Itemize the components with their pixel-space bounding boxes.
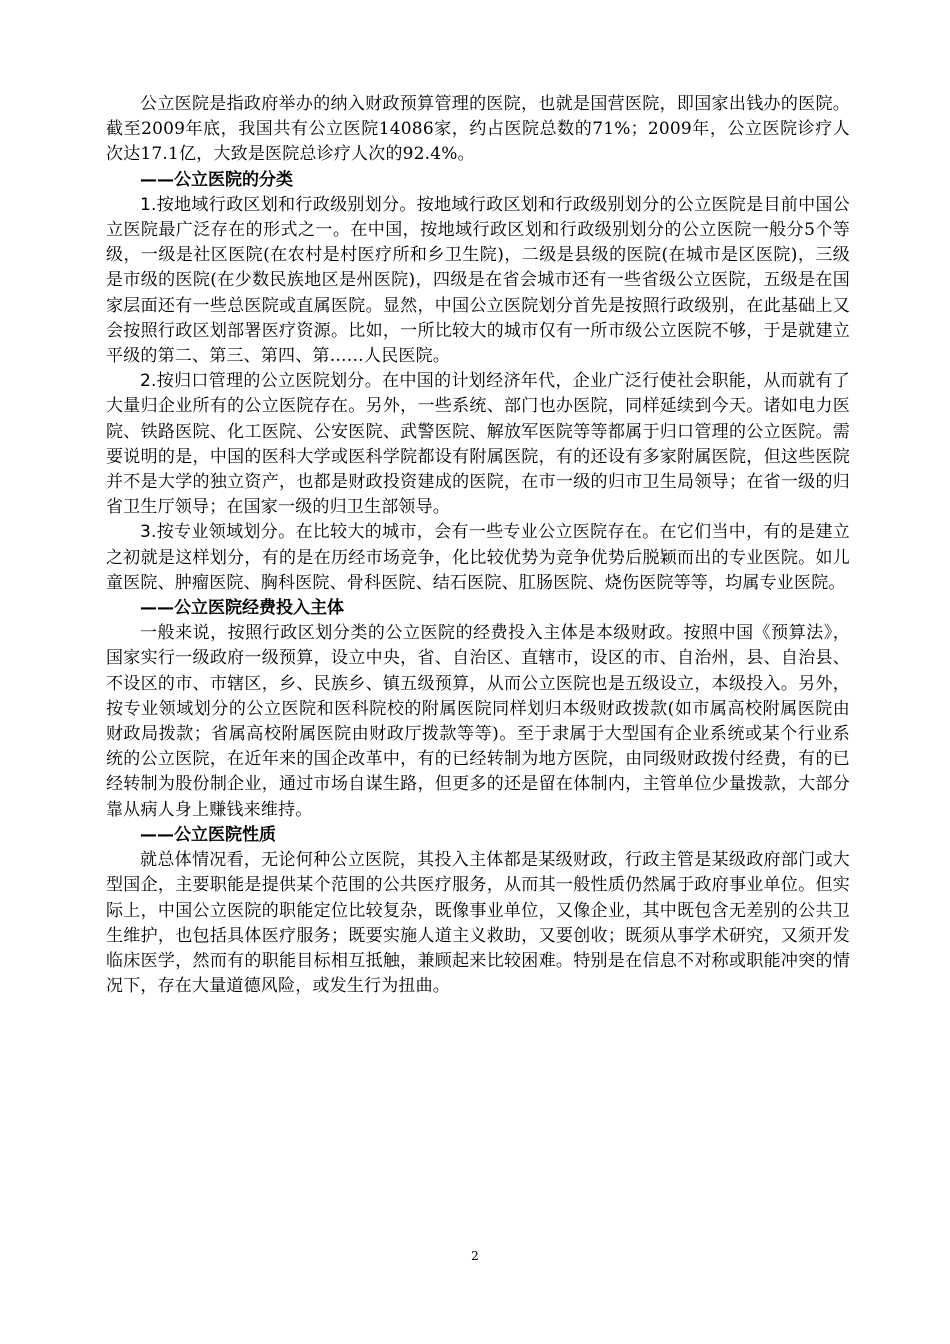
item-2-lead: 2.按归口管理的公立医院划分。 (140, 371, 383, 392)
classification-item-1 (106, 193, 850, 369)
classification-item-2 (106, 369, 850, 520)
document-body (106, 92, 850, 999)
page-number: 2 (471, 1249, 479, 1263)
item-1-lead: 1.按地域行政区划和行政级别划分。 (140, 194, 417, 215)
section-heading-funding: ——公立医院经费投入主体 (140, 598, 344, 619)
item-2-text: 在中国的计划经济年代，企业广泛行使社会职能，从而就有了大量归企业所有的公立医院存在。另外，一些系统、部门也办医院，同样延续到今天。诸如电力医院、铁路医院、化工医院、公安医院、武警医院、解放军医院等等都属于归口管理的公立医院。需要说明的是，中国的医科大学或医科学院都设有附属医院，有的还设有多家附属医院，但这些医院并不是大学的独立资产，也都是财政投资建成的医院，在市一级的归市卫生局领导；在省一级的归省卫生厅领导；在国家一级的归卫生部领导。 (106, 371, 850, 518)
section-heading-classification: ——公立医院的分类 (140, 169, 293, 190)
classification-item-3 (106, 520, 850, 596)
item-1-text: 按地域行政区划和行政级别划分的公立医院是目前中国公立医院最广泛存在的形式之一。在中国，按地域行政区划和行政级别划分的公立医院一般分5个等级，一级是社区医院(在农村是村医疗所和乡卫生院)，二级是县级的医院(在城市是区医院)，三级是市级的医院(在少数民族地区是州医院)，四级是在省会城市还有一些省级公立医院，五级是在国家层面还有一些总医院或直属医院。显然，中国公立医院划分首先是按照行政级别，在此基础上又会按照行政区划部署医疗资源。比如，一所比较大的城市仅有一所市级公立医院不够，于是就建立平级的第二、第三、第四、第……人民医院。 (106, 194, 851, 367)
nature-paragraph: 就总体情况看，无论何种公立医院，其投入主体都是某级财政，行政主管是某级政府部门或大型国企，主要职能是提供某个范围的公共医疗服务，从而其一般性质仍然属于政府事业单位。但实际上，中国公立医院的职能定位比较复杂，既像事业单位，又像企业，其中既包含无差别的公共卫生维护，也包括具体医疗服务；既要实施人道主义救助，又要创收；既须从事学术研究，又须开发临床医学，然而有的职能目标相互抵触，兼顾起来比较困难。特别是在信息不对称或职能冲突的情况下，存在大量道德风险，或发生行为扭曲。 (106, 850, 850, 997)
section-heading-nature: ——公立医院性质 (140, 824, 276, 845)
item-3-text: 在比较大的城市，会有一些专业公立医院存在。在它们当中，有的是建立之初就是这样划分，有的是在历经市场竞争，化比较优势为竞争优势后脱颖而出的专业医院。如儿童医院、肿瘤医院、胸科医院、骨科医院、结石医院、肛肠医院、烧伤医院等等，均属专业医院。 (106, 522, 850, 593)
item-3-lead: 3.按专业领域划分。 (140, 522, 296, 543)
funding-paragraph: 一般来说，按照行政区划分类的公立医院的经费投入主体是本级财政。按照中国《预算法》，国家实行一级政府一级预算，设立中央，省、自治区、直辖市，设区的市、自治州，县、自治县、不设区的市、市辖区，乡、民族乡、镇五级预算，从而公立医院也是五级设立，本级投入。另外，按专业领域划分的公立医院和医科院校的附属医院同样划归本级财政拨款(如市属高校附属医院由财政局拨款；省属高校附属医院由财政厅拨款等等)。至于隶属于大型国有企业系统或某个行业系统的公立医院，在近年来的国企改革中，有的已经转制为地方医院，由同级财政拨付经费，有的已经转制为股份制企业，通过市场自谋生路，但更多的还是留在体制内，主管单位少量拨款，大部分靠从病人身上赚钱来维持。 (106, 623, 850, 820)
intro-paragraph: 公立医院是指政府举办的纳入财政预算管理的医院，也就是国营医院，即国家出钱办的医院。截至2009年底，我国共有公立医院14086家，约占医院总数的71%；2009年，公立医院诊疗人次达17.1亿，大致是医院总诊疗人次的92.4%。 (106, 94, 850, 165)
